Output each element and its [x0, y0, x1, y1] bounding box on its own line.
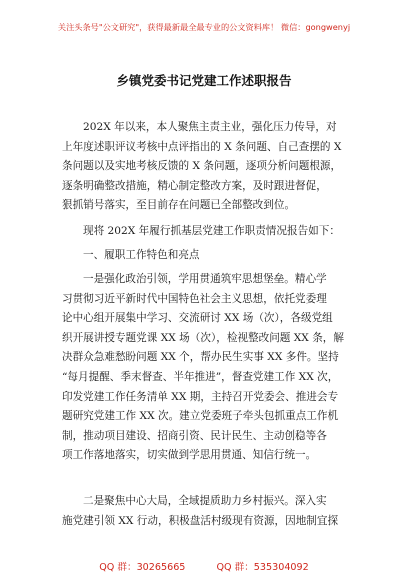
point1-paragraph	[62, 270, 349, 466]
point1-line: 习贯彻习近平新时代中国特色社会主义思想，依托党委理	[62, 292, 327, 305]
intro-line: 狠抓销号落实，至目前存在问题已全部整改到位。	[62, 199, 296, 212]
lead-line: 现将 202X 年履行抓基层党建工作职责情况报告如下：	[83, 225, 340, 237]
document-title: 乡镇党委书记党建工作述职报告	[116, 73, 292, 88]
intro-paragraph	[62, 118, 349, 216]
intro-line: 逐条明确整改措施，精心制定整改方案，及时跟进督促，	[62, 179, 327, 192]
point1-line: 题研究党建工作 XX 次。建立党委班子牵头包抓重点工作机	[62, 410, 339, 423]
point1-line: 一是强化政治引领，学用贯通筑牢思想堡垒。精心学	[83, 273, 327, 285]
section-heading	[62, 246, 349, 266]
footer-contact	[0, 559, 408, 573]
point2-paragraph	[62, 492, 349, 531]
lead-paragraph	[62, 222, 349, 242]
section-heading-text: 一、履职工作特色和亮点	[83, 249, 200, 261]
point1-line: 织开展讲授专题党课 XX 场（次），检视整改问题 XX 条，解	[62, 331, 344, 344]
intro-line: 条问题以及实地考核反馈的 X 条问题，逐项分析问题根源，	[62, 160, 342, 173]
point1-line: 决群众急难愁盼问题 XX 个，帮办民生实事 XX 多件。坚持	[62, 351, 339, 364]
intro-line: 202X 年以来，本人聚焦主责主业，强化压力传导，对	[83, 121, 337, 133]
point1-line: 制，推动项目建设、招商引资、民计民生、主动创稳等各	[62, 429, 327, 442]
point2-line: 二是聚焦中心大局，全域提质助力乡村振兴。深入实	[83, 495, 327, 507]
point1-line: 论中心组开展集中学习、交流研讨 XX 场（次），各级党组	[62, 312, 333, 325]
qq-group-1: QQ 群：30265665	[99, 562, 186, 573]
qq-group-2: QQ 群：535304092	[216, 562, 309, 573]
point1-line: “每月提醒、季末督查、半年推进”，督查党建工作 XX 次，	[62, 370, 339, 383]
point1-line: 项工作落地落实，切实做到学思用贯通、知信行统一。	[62, 449, 317, 462]
intro-line: 上年度述职评议考核中点评指出的 X 条问题、自己查摆的 X	[62, 140, 342, 153]
point2-line: 施党建引领 XX 行动，积极盘活村级现有资源，因地制宜探	[62, 514, 339, 527]
point1-line: 印发党建工作任务清单 XX 期，主持召开党委会、推进会专	[62, 390, 339, 403]
promo-banner: 关注头条号"公文研究"，获得最新最全最专业的公文资料库！ 微信：gongwenyj	[57, 22, 351, 32]
